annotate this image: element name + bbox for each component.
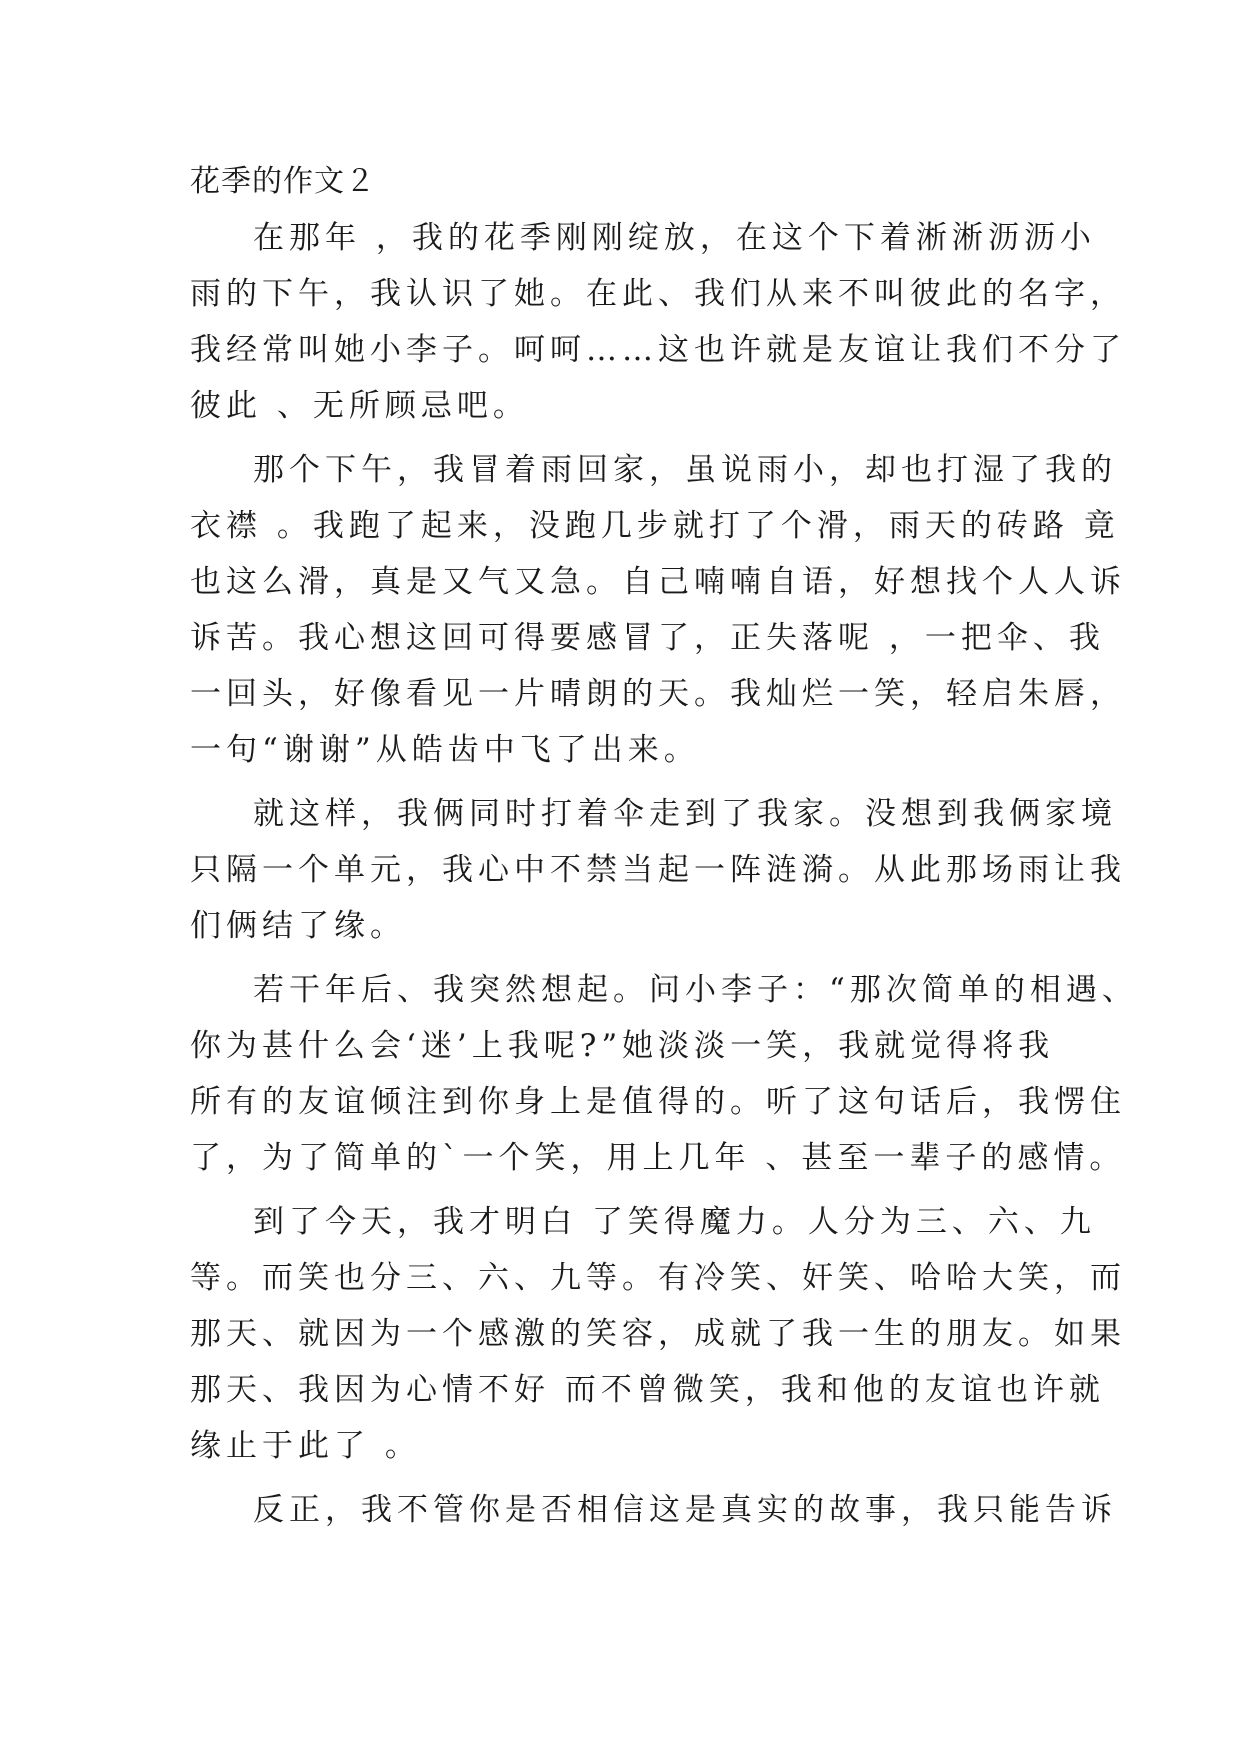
paragraph-line: 等。而笑也分三、六、九等。有冷笑、奸笑、哈哈大笑，而 (190, 1260, 1126, 1296)
paragraph-first-line: 在那年 ，我的花季刚刚绽放，在这个下着淅淅沥沥小 (253, 220, 1096, 256)
paragraph-line: 你为甚什么会‘迷’上我呢?”她淡淡一笑，我就觉得将我 (190, 1028, 1055, 1064)
paragraph-line: 我经常叫她小李子。呵呵……这也许就是友谊让我们不分了 (190, 332, 1126, 368)
paragraph-line: 了，为了简单的`一个笑，用上几年 、甚至一辈子的感情。 (190, 1140, 1126, 1176)
paragraph-line: 彼此 、无所顾忌吧。 (190, 388, 529, 424)
paragraph-line: 一回头，好像看见一片晴朗的天。我灿烂一笑，轻启朱唇， (190, 676, 1126, 712)
document-title: 花季的作文２ (190, 164, 376, 199)
paragraph-first-line: 那个下午，我冒着雨回家，虽说雨小，却也打湿了我的 (253, 452, 1117, 488)
paragraph-line: 那天、我因为心情不好 而不曾微笑，我和他的友谊也许就 (190, 1372, 1105, 1408)
paragraph-first-line: 就这样，我俩同时打着伞走到了我家。没想到我俩家境 (253, 796, 1117, 832)
paragraph-line: 一句“谢谢”从皓齿中飞了出来。 (190, 732, 700, 768)
paragraph-line: 也这么滑，真是又气又急。自己喃喃自语，好想找个人人诉 (190, 564, 1126, 600)
paragraph-first-line: 反正，我不管你是否相信这是真实的故事，我只能告诉 (253, 1492, 1117, 1528)
paragraph-first-line: 若干年后、我突然想起。问小李子：“那次简单的相遇、 (253, 972, 1138, 1008)
paragraph-line: 诉苦。我心想这回可得要感冒了，正失落呢 ，一把伞、我 (190, 620, 1105, 656)
paragraph-line: 衣襟 。我跑了起来，没跑几步就打了个滑，雨天的砖路 竟 (190, 508, 1120, 544)
paragraph-line: 那天、就因为一个感激的笑容，成就了我一生的朋友。如果 (190, 1316, 1126, 1352)
paragraph-line: 只隔一个单元，我心中不禁当起一阵涟漪。从此那场雨让我 (190, 852, 1126, 888)
paragraph-first-line: 到了今天，我才明白 了笑得魔力。人分为三、六、九 (253, 1204, 1096, 1240)
paragraph-line: 所有的友谊倾注到你身上是值得的。听了这句话后，我愣住 (190, 1084, 1126, 1120)
paragraph-line: 们俩结了缘。 (190, 908, 406, 944)
paragraph-line: 雨的下午，我认识了她。在此、我们从来不叫彼此的名字， (190, 276, 1126, 312)
paragraph-line: 缘止于此了 。 (190, 1428, 421, 1464)
